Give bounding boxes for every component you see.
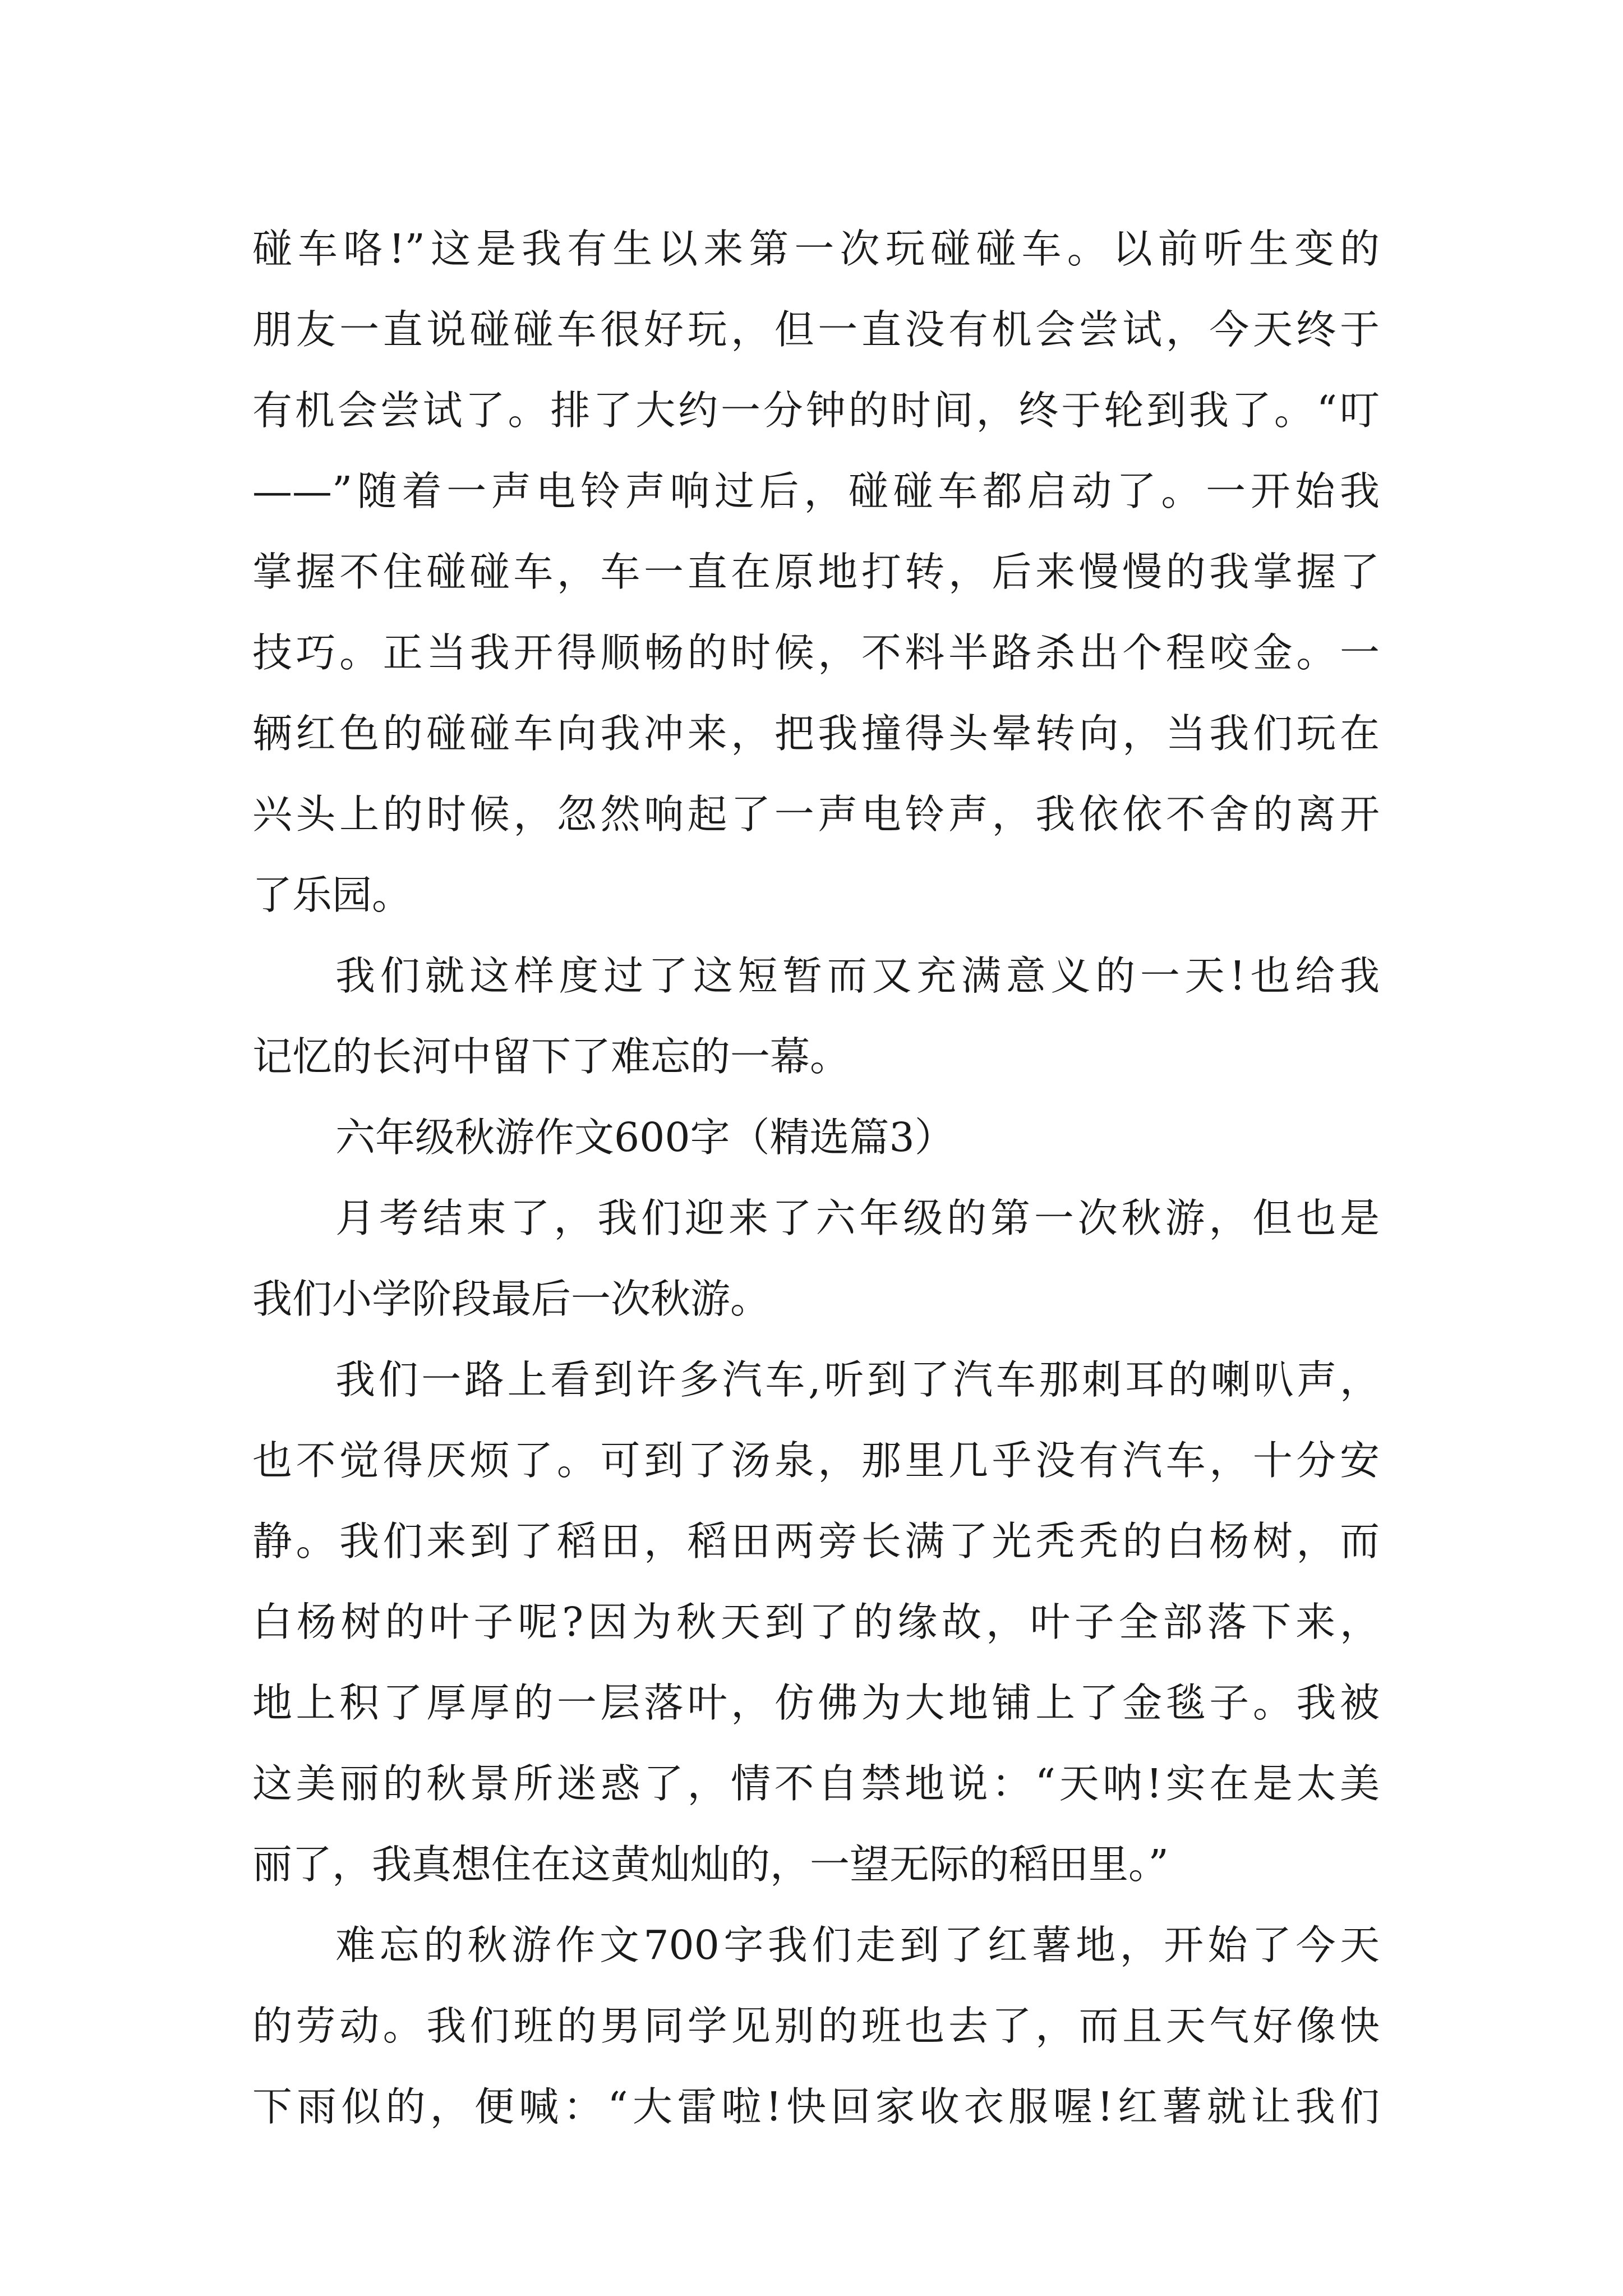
paragraph-end-line: 丽了，我真想住在这黄灿灿的，一望无际的稻田里。” xyxy=(252,1841,1169,1888)
paragraph-end-line: 我们小学阶段最后一次秋游。 xyxy=(252,1276,771,1322)
text-line: 朋友一直说碰碰车很好玩，但一直没有机会尝试，今天终于 xyxy=(252,306,1380,353)
paragraph-start-line: 难忘的秋游作文700字我们走到了红薯地，开始了今天 xyxy=(335,1922,1380,1968)
text-line: 兴头上的时候，忽然响起了一声电铃声，我依依不舍的离开 xyxy=(252,791,1380,838)
text-line: 静。我们来到了稻田，稻田两旁长满了光秃秃的白杨树，而 xyxy=(252,1518,1380,1565)
paragraph-start-line: 我们一路上看到许多汽车,听到了汽车那刺耳的喇叭声， xyxy=(335,1356,1380,1403)
text-line: 有机会尝试了。排了大约一分钟的时间，终于轮到我了。“叮 xyxy=(252,387,1380,434)
paragraph-start-line: 我们就这样度过了这短暂而又充满意义的一天!也给我 xyxy=(335,953,1380,999)
text-line: 掌握不住碰碰车，车一直在原地打转，后来慢慢的我掌握了 xyxy=(252,549,1380,595)
text-line: 下雨似的，便喊：“大雷啦!快回家收衣服喔!红薯就让我们 xyxy=(252,2083,1380,2130)
text-line: ——”随着一声电铃声响过后，碰碰车都启动了。一开始我 xyxy=(252,468,1380,514)
text-line: 也不觉得厌烦了。可到了汤泉，那里几乎没有汽车，十分安 xyxy=(252,1437,1380,1484)
text-line: 辆红色的碰碰车向我冲来，把我撞得头晕转向，当我们玩在 xyxy=(252,710,1380,757)
text-line: 的劳动。我们班的男同学见别的班也去了，而且天气好像快 xyxy=(252,2003,1380,2049)
section-heading: 六年级秋游作文600字（精选篇3） xyxy=(335,1114,955,1161)
text-line: 技巧。正当我开得顺畅的时候，不料半路杀出个程咬金。一 xyxy=(252,629,1380,676)
text-line: 地上积了厚厚的一层落叶，仿佛为大地铺上了金毯子。我被 xyxy=(252,1680,1380,1726)
text-line: 这美丽的秋景所迷惑了，情不自禁地说：“天呐!实在是太美 xyxy=(252,1760,1380,1807)
essay-text xyxy=(252,209,1380,2147)
paragraph-end-line: 记忆的长河中留下了难忘的一幕。 xyxy=(252,1033,850,1080)
paragraph-start-line: 月考结束了，我们迎来了六年级的第一次秋游，但也是 xyxy=(335,1195,1380,1241)
text-line: 碰车咯!”这是我有生以来第一次玩碰碰车。以前听生变的 xyxy=(252,226,1380,272)
paragraph-end-line: 了乐园。 xyxy=(252,872,412,918)
text-line: 白杨树的叶子呢?因为秋天到了的缘故，叶子全部落下来， xyxy=(252,1599,1380,1645)
